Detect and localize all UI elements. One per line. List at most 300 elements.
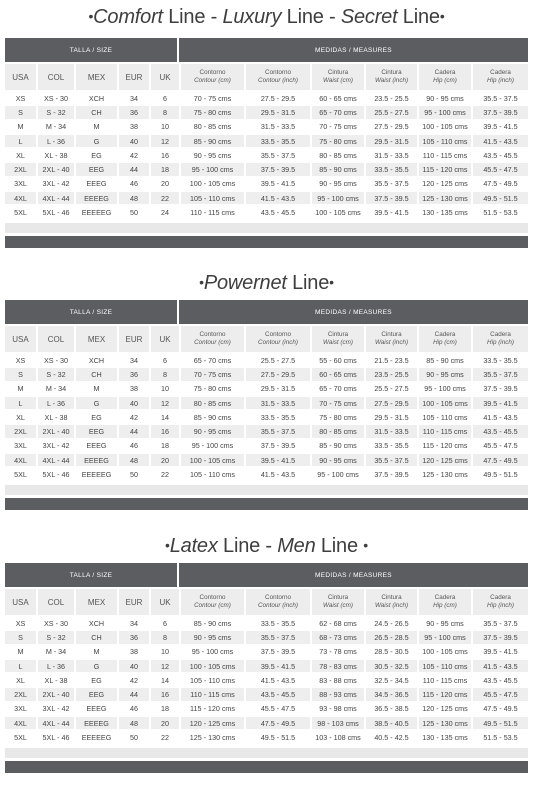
column-header-line2: Contour (inch): [258, 77, 298, 84]
table-cell: 115 - 120 cms: [419, 163, 471, 175]
table-cell: 12: [151, 397, 179, 409]
table-cell: 16: [151, 149, 179, 161]
table-cell: 37.5 - 39.5: [246, 163, 310, 175]
title-bullet: •: [363, 537, 368, 553]
table-row: [5, 425, 528, 437]
table-cell: 5XL: [5, 468, 36, 480]
table-cell: 100 - 105 cms: [312, 206, 364, 218]
table-cell: 45.5 - 47.5: [473, 440, 528, 452]
title-bullet: •: [329, 274, 334, 290]
table-row: [5, 411, 528, 423]
table-cell: 34: [119, 92, 149, 104]
table-cell: 23.5 - 25.5: [366, 368, 417, 380]
table-cell: 40: [119, 135, 149, 147]
column-header-line1: Cintura: [327, 69, 349, 76]
table-cell: XCH: [76, 617, 117, 629]
table-cell: 5XL: [5, 731, 36, 743]
table-row: [5, 92, 528, 104]
table-cell: 35.5 - 37.5: [246, 425, 310, 437]
table-cell: 2XL - 40: [38, 688, 74, 700]
table-cell: 2XL - 40: [38, 163, 74, 175]
column-header: [246, 64, 310, 90]
table-cell: 34: [119, 354, 149, 366]
column-header-line1: Contorno: [199, 331, 226, 338]
column-header: MEX: [76, 326, 117, 352]
table-cell: XS - 30: [38, 617, 74, 629]
table-footer-bar: [5, 498, 528, 510]
table-cell: 37.5 - 39.5: [366, 192, 417, 204]
table-cell: 4XL - 44: [38, 192, 74, 204]
column-header-line1: Contorno: [265, 594, 291, 601]
table-cell: 27.5 - 29.5: [246, 92, 310, 104]
table-cell: 70 - 75 cms: [181, 368, 244, 380]
table-cell: 105 - 110 cms: [181, 192, 244, 204]
table-cell: 2XL: [5, 425, 36, 437]
table-cell: CH: [76, 631, 117, 643]
table-cell: 45.5 - 47.5: [473, 163, 528, 175]
table-cell: 22: [151, 468, 179, 480]
table-cell: 42: [119, 411, 149, 423]
table-cell: EG: [76, 149, 117, 161]
table-cell: 39.5 - 41.5: [246, 454, 310, 466]
column-header-line2: Waist (cm): [323, 602, 353, 609]
table-cell: M: [76, 646, 117, 658]
table-cell: 33.5 - 35.5: [366, 163, 417, 175]
table-cell: 6: [151, 354, 179, 366]
size-table: [3, 62, 530, 221]
column-header-line2: Hip (inch): [487, 602, 514, 609]
column-header-line1: Contorno: [265, 69, 291, 76]
table-cell: 65 - 70 cms: [312, 383, 364, 395]
column-header-line2: Contour (inch): [258, 602, 298, 609]
table-cell: 68 - 73 cms: [312, 631, 364, 643]
table-cell: L - 36: [38, 660, 74, 672]
table-cell: 35.5 - 37.5: [473, 368, 528, 380]
size-header: TALLA / SIZE: [5, 38, 177, 62]
table-row: [5, 731, 528, 743]
table-cell: XS - 30: [38, 354, 74, 366]
table-cell: 70 - 75 cms: [181, 92, 244, 104]
table-cell: 44: [119, 688, 149, 700]
column-header-line1: Cintura: [381, 594, 402, 601]
column-header-line2: Hip (cm): [433, 77, 457, 84]
table-cell: 18: [151, 163, 179, 175]
table-cell: 100 - 105 cms: [181, 454, 244, 466]
table-cell: XL: [5, 149, 36, 161]
table-cell: 100 - 105 cms: [419, 397, 471, 409]
column-header-line1: Cadera: [490, 331, 511, 338]
table-cell: 51.5 - 53.5: [473, 206, 528, 218]
column-header: [419, 64, 471, 90]
table-cell: 39.5 - 41.5: [473, 646, 528, 658]
table-cell: 105 - 110 cms: [419, 660, 471, 672]
column-header: [366, 326, 417, 352]
column-header-line2: Contour (cm): [194, 602, 231, 609]
table-cell: 25.5 - 27.5: [366, 383, 417, 395]
title-part: Line: [315, 535, 364, 557]
table-cell: 3XL - 42: [38, 440, 74, 452]
table-cell: L: [5, 135, 36, 147]
table-cell: 2XL: [5, 163, 36, 175]
table-cell: 110 - 115 cms: [181, 206, 244, 218]
table-cell: 8: [151, 631, 179, 643]
table-cell: 34.5 - 36.5: [366, 688, 417, 700]
column-header-line2: Hip (cm): [433, 602, 457, 609]
table-cell: 105 - 110 cms: [419, 411, 471, 423]
table-cell: 38: [119, 646, 149, 658]
table-row: [5, 368, 528, 380]
table-cell: M: [5, 383, 36, 395]
table-cell: 37.5 - 39.5: [473, 106, 528, 118]
table-cell: 90 - 95 cms: [419, 368, 471, 380]
column-header-line1: Cadera: [434, 331, 456, 338]
table-cell: 37.5 - 39.5: [246, 646, 310, 658]
column-header: UK: [151, 589, 179, 615]
table-cell: EEEEG: [76, 454, 117, 466]
title-part: Luxury: [222, 6, 282, 28]
title-bullet: •: [88, 8, 94, 24]
table-cell: 85 - 90 cms: [181, 411, 244, 423]
table-cell: EEEG: [76, 703, 117, 715]
table-cell: 93 - 98 cms: [312, 703, 364, 715]
table-row: [5, 688, 528, 700]
table-cell: 85 - 90 cms: [312, 440, 364, 452]
table-cell: 125 - 130 cms: [419, 717, 471, 729]
table-cell: 2XL - 40: [38, 425, 74, 437]
table-footer-bar: [5, 761, 528, 773]
table-header-bar: [5, 38, 528, 62]
table-cell: 48: [119, 717, 149, 729]
table-cell: 95 - 100 cms: [181, 440, 244, 452]
table-cell: 39.5 - 41.5: [246, 178, 310, 190]
table-cell: 3XL: [5, 440, 36, 452]
column-header-line2: Waist (inch): [374, 77, 409, 84]
table-cell: XS: [5, 354, 36, 366]
column-header: [419, 589, 471, 615]
column-header: [473, 589, 528, 615]
column-header: [246, 326, 310, 352]
table-cell: EG: [76, 674, 117, 686]
column-header-line2: Waist (inch): [374, 602, 409, 609]
column-header-line2: Hip (inch): [487, 77, 514, 84]
table-cell: EEEG: [76, 440, 117, 452]
column-header-line1: Cintura: [381, 331, 402, 338]
table-cell: 90 - 95 cms: [181, 631, 244, 643]
column-header: USA: [5, 589, 36, 615]
table-cell: 25.5 - 27.5: [366, 106, 417, 118]
table-cell: M: [76, 121, 117, 133]
title-part: Line -: [217, 535, 278, 557]
table-cell: 44: [119, 163, 149, 175]
table-cell: 27.5 - 29.5: [246, 368, 310, 380]
table-cell: 103 - 108 cms: [312, 731, 364, 743]
table-cell: 50: [119, 206, 149, 218]
column-header: [181, 326, 244, 352]
table-cell: 95 - 100 cms: [312, 468, 364, 480]
column-header-line1: Cadera: [434, 594, 456, 601]
table-cell: S - 32: [38, 106, 74, 118]
table-cell: 95 - 100 cms: [181, 163, 244, 175]
table-cell: 73 - 78 cms: [312, 646, 364, 658]
table-cell: 36: [119, 106, 149, 118]
table-cell: 18: [151, 440, 179, 452]
table-cell: 60 - 65 cms: [312, 368, 364, 380]
table-cell: 85 - 90 cms: [312, 163, 364, 175]
column-header-line1: Contorno: [199, 69, 226, 76]
table-cell: 45.5 - 47.5: [473, 688, 528, 700]
table-cell: 3XL: [5, 178, 36, 190]
table-cell: 41.5 - 43.5: [246, 192, 310, 204]
table-cell: 29.5 - 31.5: [246, 383, 310, 395]
table-cell: 29.5 - 31.5: [366, 411, 417, 423]
table-cell: 90 - 95 cms: [312, 454, 364, 466]
table-spacer: [5, 748, 528, 758]
table-spacer: [5, 485, 528, 495]
table-cell: 33.5 - 35.5: [246, 617, 310, 629]
title-part: Secret: [340, 6, 398, 28]
table-cell: 36: [119, 631, 149, 643]
table-cell: 46: [119, 178, 149, 190]
table-cell: 50: [119, 731, 149, 743]
table-cell: 33.5 - 35.5: [246, 411, 310, 423]
table-cell: 35.5 - 37.5: [366, 454, 417, 466]
table-cell: 20: [151, 717, 179, 729]
table-cell: 49.5 - 51.5: [473, 717, 528, 729]
table-header-bar: [5, 563, 528, 587]
table-cell: 75 - 80 cms: [312, 135, 364, 147]
table-cell: 42: [119, 674, 149, 686]
table-cell: 90 - 95 cms: [419, 617, 471, 629]
table-cell: M: [5, 121, 36, 133]
title-part: Latex: [169, 535, 218, 557]
table-cell: 85 - 90 cms: [181, 135, 244, 147]
table-cell: 43.5 - 45.5: [246, 206, 310, 218]
size-table: [3, 324, 530, 483]
table-cell: 100 - 105 cms: [419, 121, 471, 133]
table-cell: 21.5 - 23.5: [366, 354, 417, 366]
section-title: [0, 535, 533, 558]
column-header: MEX: [76, 589, 117, 615]
table-row: [5, 674, 528, 686]
title-part: Comfort: [93, 6, 163, 28]
table-cell: 130 - 135 cms: [419, 731, 471, 743]
table-cell: 4XL - 44: [38, 717, 74, 729]
table-cell: 31.5 - 33.5: [246, 397, 310, 409]
table-cell: 40: [119, 397, 149, 409]
table-cell: 80 - 85 cms: [312, 425, 364, 437]
table-cell: S: [5, 368, 36, 380]
column-header: [312, 326, 364, 352]
table-cell: L: [5, 397, 36, 409]
table-cell: XL - 38: [38, 411, 74, 423]
table-row: [5, 631, 528, 643]
table-cell: 45.5 - 47.5: [246, 703, 310, 715]
table-cell: 31.5 - 33.5: [246, 121, 310, 133]
table-cell: 41.5 - 43.5: [473, 411, 528, 423]
table-cell: 42: [119, 149, 149, 161]
table-cell: XS: [5, 92, 36, 104]
title-part: Line: [397, 6, 440, 28]
table-cell: 39.5 - 41.5: [246, 660, 310, 672]
table-cell: 70 - 75 cms: [312, 121, 364, 133]
table-cell: 90 - 95 cms: [419, 92, 471, 104]
table-cell: 95 - 100 cms: [419, 383, 471, 395]
table-cell: 8: [151, 106, 179, 118]
table-row: [5, 206, 528, 218]
table-cell: 29.5 - 31.5: [246, 106, 310, 118]
table-cell: 40: [119, 660, 149, 672]
column-header-line2: Contour (cm): [194, 77, 231, 84]
table-cell: 48: [119, 454, 149, 466]
table-cell: 100 - 105 cms: [181, 660, 244, 672]
title-bullet: •: [199, 274, 204, 290]
table-cell: 75 - 80 cms: [181, 106, 244, 118]
table-cell: 105 - 110 cms: [181, 674, 244, 686]
table-cell: 125 - 130 cms: [419, 192, 471, 204]
table-cell: 48: [119, 192, 149, 204]
column-header-line2: Contour (inch): [258, 339, 298, 346]
table-cell: EEEEEG: [76, 206, 117, 218]
table-cell: 49.5 - 51.5: [473, 192, 528, 204]
table-cell: 85 - 90 cms: [181, 617, 244, 629]
column-header: MEX: [76, 64, 117, 90]
table-cell: XCH: [76, 92, 117, 104]
title-part: Line -: [281, 6, 341, 28]
column-header-line1: Cadera: [434, 69, 456, 76]
table-row: [5, 703, 528, 715]
table-row: [5, 440, 528, 452]
table-cell: L: [5, 660, 36, 672]
column-header: [419, 326, 471, 352]
table-cell: 49.5 - 51.5: [246, 731, 310, 743]
table-cell: 100 - 105 cms: [419, 646, 471, 658]
column-header-line2: Hip (inch): [487, 339, 514, 346]
table-cell: 43.5 - 45.5: [473, 674, 528, 686]
table-cell: 41.5 - 43.5: [473, 660, 528, 672]
table-cell: 22: [151, 731, 179, 743]
table-cell: 5XL - 46: [38, 731, 74, 743]
table-cell: XCH: [76, 354, 117, 366]
table-cell: L - 36: [38, 135, 74, 147]
table-cell: EG: [76, 411, 117, 423]
column-header-line1: Cadera: [490, 594, 511, 601]
column-header: [312, 64, 364, 90]
table-cell: CH: [76, 106, 117, 118]
table-cell: 38: [119, 121, 149, 133]
table-cell: 51.5 - 53.5: [473, 731, 528, 743]
table-cell: 85 - 90 cms: [419, 354, 471, 366]
table-footer-bar: [5, 236, 528, 248]
table-cell: 23.5 - 25.5: [366, 92, 417, 104]
table-cell: 43.5 - 45.5: [246, 688, 310, 700]
table-cell: 47.5 - 49.5: [246, 717, 310, 729]
table-cell: M: [76, 383, 117, 395]
column-header-line1: Contorno: [199, 594, 226, 601]
table-cell: 88 - 93 cms: [312, 688, 364, 700]
table-cell: M - 34: [38, 383, 74, 395]
column-header: COL: [38, 326, 74, 352]
title-part: Men: [277, 535, 316, 557]
table-cell: 5XL - 46: [38, 468, 74, 480]
table-cell: 60 - 65 cms: [312, 92, 364, 104]
table-cell: CH: [76, 368, 117, 380]
column-header: UK: [151, 64, 179, 90]
table-cell: 39.5 - 41.5: [473, 121, 528, 133]
column-header: [312, 589, 364, 615]
table-cell: 47.5 - 49.5: [473, 703, 528, 715]
table-cell: 120 - 125 cms: [181, 717, 244, 729]
table-row: [5, 454, 528, 466]
table-cell: 33.5 - 35.5: [473, 354, 528, 366]
table-row: [5, 121, 528, 133]
table-cell: 34: [119, 617, 149, 629]
table-cell: 31.5 - 33.5: [366, 149, 417, 161]
table-cell: 14: [151, 411, 179, 423]
table-cell: M: [5, 646, 36, 658]
table-cell: 98 - 103 cms: [312, 717, 364, 729]
table-row: [5, 106, 528, 118]
table-row: [5, 397, 528, 409]
column-header-line2: Hip (cm): [433, 339, 457, 346]
column-header-line1: Cintura: [381, 69, 402, 76]
table-cell: 3XL: [5, 703, 36, 715]
table-cell: 35.5 - 37.5: [246, 631, 310, 643]
table-cell: 80 - 85 cms: [181, 397, 244, 409]
table-cell: 39.5 - 41.5: [473, 397, 528, 409]
table-cell: 55 - 60 cms: [312, 354, 364, 366]
column-header-line2: Contour (cm): [194, 339, 231, 346]
table-cell: 43.5 - 45.5: [473, 425, 528, 437]
table-cell: 41.5 - 43.5: [246, 468, 310, 480]
title-part: Line: [286, 272, 330, 294]
table-cell: 20: [151, 178, 179, 190]
column-header: [181, 64, 244, 90]
table-cell: 3XL - 42: [38, 178, 74, 190]
size-table-section: [5, 300, 528, 510]
table-cell: 78 - 83 cms: [312, 660, 364, 672]
measures-header: MEDIDAS / MEASURES: [179, 38, 528, 62]
table-cell: 47.5 - 49.5: [473, 454, 528, 466]
table-cell: G: [76, 397, 117, 409]
column-header: [181, 589, 244, 615]
table-cell: 27.5 - 29.5: [366, 121, 417, 133]
table-cell: 36.5 - 38.5: [366, 703, 417, 715]
table-cell: 37.5 - 39.5: [473, 383, 528, 395]
table-cell: 35.5 - 37.5: [473, 617, 528, 629]
table-cell: 49.5 - 51.5: [473, 468, 528, 480]
table-cell: 95 - 100 cms: [419, 106, 471, 118]
table-cell: 110 - 115 cms: [419, 674, 471, 686]
table-cell: 120 - 125 cms: [419, 703, 471, 715]
column-header: EUR: [119, 589, 149, 615]
table-cell: 37.5 - 39.5: [366, 468, 417, 480]
table-cell: 90 - 95 cms: [181, 425, 244, 437]
table-cell: 105 - 110 cms: [181, 468, 244, 480]
table-row: [5, 354, 528, 366]
table-cell: 6: [151, 617, 179, 629]
table-cell: S - 32: [38, 368, 74, 380]
table-cell: 65 - 70 cms: [181, 354, 244, 366]
title-bullet: •: [439, 8, 445, 24]
size-table-section: [5, 563, 528, 773]
table-cell: 46: [119, 440, 149, 452]
table-cell: G: [76, 660, 117, 672]
table-cell: 27.5 - 29.5: [366, 397, 417, 409]
column-header-line2: Waist (cm): [323, 77, 353, 84]
table-row: [5, 135, 528, 147]
table-cell: XL: [5, 674, 36, 686]
table-cell: S: [5, 106, 36, 118]
